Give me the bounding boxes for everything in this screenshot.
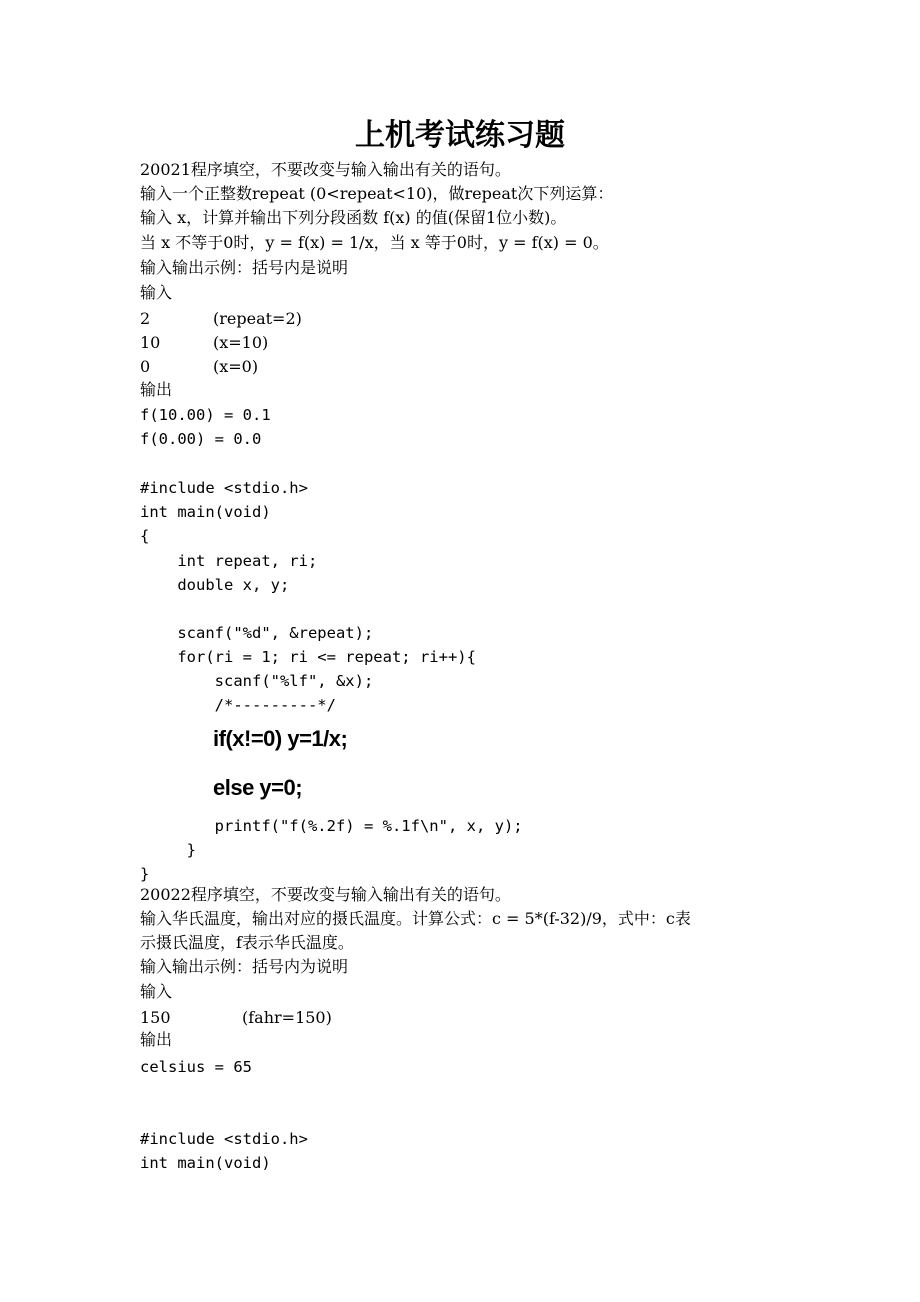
problem1-input-label: 输入 bbox=[140, 283, 173, 302]
answer-line: else y=0; bbox=[213, 775, 303, 800]
code-line: for(ri = 1; ri <= repeat; ri++){ bbox=[140, 648, 476, 666]
problem2-example-label: 输入输出示例：括号内为说明 bbox=[140, 957, 349, 976]
problem1-desc-2: 输入 x，计算并输出下列分段函数 f(x) 的值(保留1位小数)。 bbox=[140, 208, 567, 227]
code-comment-blank-marker: /*---------*/ bbox=[140, 696, 336, 714]
code-line: } bbox=[140, 841, 196, 859]
code-line: printf("f(%.2f) = %.1f\n", x, y); bbox=[140, 817, 523, 835]
answer-line: if(x!=0) y=1/x; bbox=[213, 726, 348, 751]
problem1-desc-1: 输入一个正整数repeat (0<repeat<10)，做repeat次下列运算： bbox=[140, 184, 614, 203]
page-title: 上机考试练习题 bbox=[355, 118, 565, 153]
problem1-input-value: 0 bbox=[140, 357, 151, 376]
problem1-input-note: (x=10) bbox=[213, 333, 269, 352]
code-line: } bbox=[140, 865, 150, 883]
code-line: int repeat, ri; bbox=[140, 552, 318, 570]
problem2-output-line: celsius = 65 bbox=[140, 1058, 252, 1076]
problem1-input-note: (x=0) bbox=[213, 357, 259, 376]
problem2-input-note: (fahr=150) bbox=[242, 1008, 332, 1027]
problem1-example-label: 输入输出示例：括号内是说明 bbox=[140, 258, 349, 277]
problem1-input-value: 2 bbox=[140, 309, 151, 328]
code-line: int main(void) bbox=[140, 503, 271, 521]
problem2-desc-1: 输入华氏温度，输出对应的摄氏温度。计算公式：c = 5*(f-32)/9，式中：c表 bbox=[140, 909, 691, 928]
code-line: double x, y; bbox=[140, 576, 290, 594]
problem1-input-note: (repeat=2) bbox=[213, 309, 302, 328]
code-line: #include <stdio.h> bbox=[140, 1130, 308, 1148]
problem1-heading: 20021程序填空，不要改变与输入输出有关的语句。 bbox=[140, 160, 511, 179]
code-line: #include <stdio.h> bbox=[140, 479, 308, 497]
problem2-output-label: 输出 bbox=[140, 1030, 173, 1049]
problem2-desc-2: 示摄氏温度，f表示华氏温度。 bbox=[140, 933, 354, 952]
problem2-input-value: 150 bbox=[140, 1008, 171, 1027]
code-line: { bbox=[140, 527, 150, 545]
problem1-output-label: 输出 bbox=[140, 380, 173, 399]
problem1-output-line: f(10.00) = 0.1 bbox=[140, 406, 271, 424]
code-line: scanf("%d", &repeat); bbox=[140, 624, 374, 642]
code-line: scanf("%lf", &x); bbox=[140, 672, 374, 690]
problem1-desc-3: 当 x 不等于0时，y = f(x) = 1/x，当 x 等于0时，y = f(x) = 0。 bbox=[140, 233, 609, 252]
problem1-input-value: 10 bbox=[140, 333, 161, 352]
code-line: int main(void) bbox=[140, 1154, 271, 1172]
problem2-input-label: 输入 bbox=[140, 982, 173, 1001]
problem1-output-line: f(0.00) = 0.0 bbox=[140, 430, 262, 448]
problem2-heading: 20022程序填空，不要改变与输入输出有关的语句。 bbox=[140, 885, 511, 904]
